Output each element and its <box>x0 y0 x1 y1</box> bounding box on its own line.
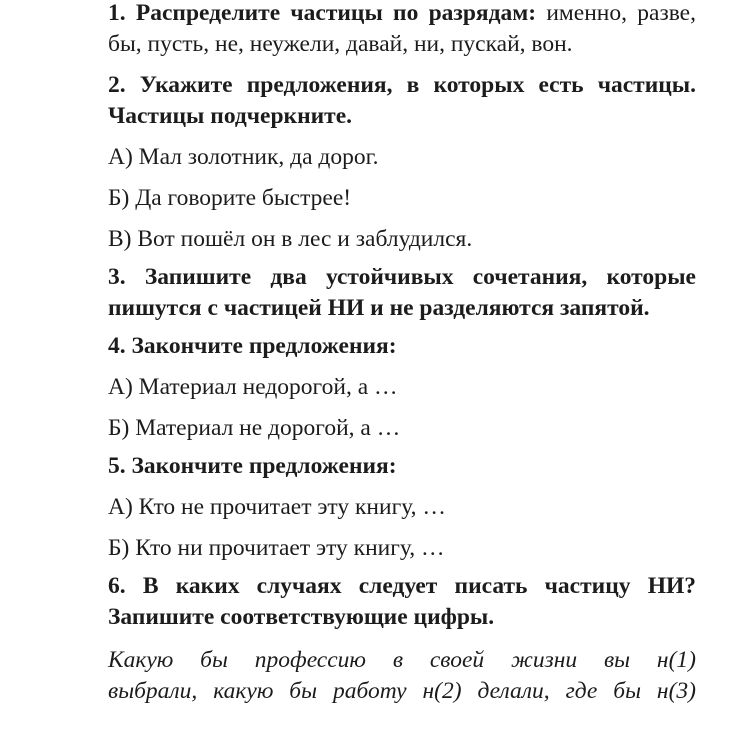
task-6-text-line-1: Какую бы профессию в своей жизни вы н(1) <box>108 647 696 673</box>
task-4-option-a: А) Материал недорогой, а … <box>108 374 398 400</box>
task-3-heading: 3. Запишите два устойчивых сочетания, которые пишутся с частицей НИ и не разделяются запятой. <box>108 264 696 321</box>
worksheet-page <box>108 0 696 704</box>
task-2-option-b: Б) Да говорите быстрее! <box>108 185 352 211</box>
task-2-option-c: В) Вот пошёл он в лес и заблудился. <box>108 226 473 252</box>
task-5-heading: 5. Закончите предложения: <box>108 453 397 479</box>
task-1-heading: 1. Распределите частицы по разрядам: <box>108 0 537 26</box>
task-6-heading: 6. В каких случаях следует писать частицу НИ? Запишите соответствующие цифры. <box>108 573 696 630</box>
task-1 <box>108 0 696 60</box>
task-4-heading: 4. Закончите предложения: <box>108 333 397 359</box>
task-1-text: именно, разве, бы, пусть, не, неужели, давай, ни, пускай, вон. <box>108 0 696 57</box>
task-4-option-b: Б) Материал не дорогой, а … <box>108 415 401 441</box>
task-2-option-a: А) Мал золотник, да дорог. <box>108 144 379 170</box>
task-6-text-line-2: выбрали, какую бы работу н(2) делали, где бы н(3) <box>108 678 696 704</box>
task-6-text-line-2-clipped <box>108 676 696 704</box>
task-5-option-b: Б) Кто ни прочитает эту книгу, … <box>108 535 445 561</box>
task-5-option-a: А) Кто не прочитает эту книгу, … <box>108 494 446 520</box>
task-2-heading: 2. Укажите предложения, в которых есть частицы. Частицы подчеркните. <box>108 72 696 129</box>
